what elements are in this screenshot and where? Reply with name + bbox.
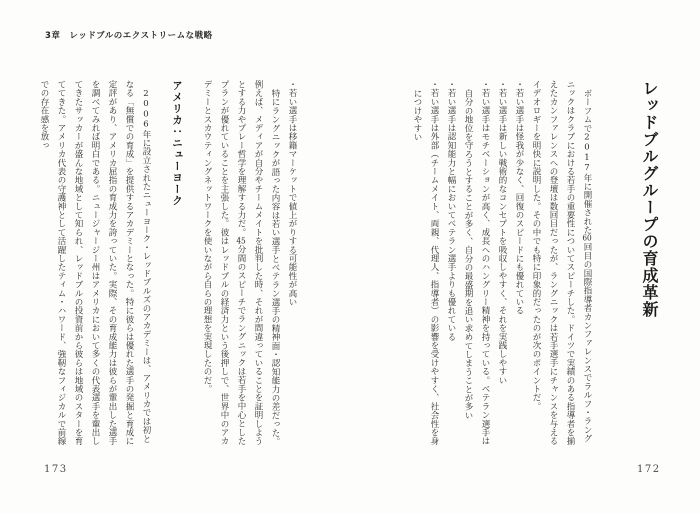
page-number-right: 172 <box>637 464 661 475</box>
bullet-item-cognition <box>442 80 459 447</box>
running-header-title: レッドブルのエクストリームな戦略 <box>69 31 213 41</box>
bullet-text: 若い選手は新しい戦術的なコンセプトを吸収しやすく、それを実践しやすい <box>497 88 507 385</box>
page-number-left: 173 <box>44 464 68 475</box>
number-45: 45 <box>236 236 246 246</box>
number-2006: 2006 <box>141 88 151 130</box>
section-heading-america-newyork: アメリカ：ニューヨーク <box>171 80 183 207</box>
paragraph-segment: 分間のスピーチでラングニックは若手を中心としたプランが優れていることを主張した。彼はレッドブルの経済力という後押しで、世界中のアカデミーとスカウティングネットワークを使いながら自らの理想を実現したのだ。 <box>202 80 246 446</box>
number-2017: 2017 <box>582 132 592 173</box>
chapter-number: 3章 <box>45 31 61 41</box>
running-header <box>45 29 213 41</box>
bullet-marker: ・ <box>287 80 297 89</box>
bullet-marker: ・ <box>446 80 456 89</box>
paragraph-segment: 年に設立されたニューヨーク・レッドブルズのアカデミーは、アメリカでは初となる「無償での育成」を提供するアカデミーとなった。特に彼らは優れた選手の発掘と育成に定評があり、アメリカ屈指の育成力を誇っていた。実際、その育成能力は彼らが輩出した選手を調べてみれば明白である。ニュージャージー州はアメリカにおいて多くの代表選手を輩出してきたサッカーが盛んな地域として知られ、レッドブルの投資前から彼らは地域のスターを育ててきた。アメリカ代表の守護神として活躍したティム・ハワード、強靭なフィジカルで前線での存在感を放っ <box>39 80 151 446</box>
bullet-text: 若い選手はモチベーションが高く、成長へのハングリー精神を持っている。ベテラン選手は自分の地位を守ろうとすることが多く、自分の最盛期を追い求めてしまうことが多い <box>463 88 490 446</box>
bullet-item-social <box>408 80 442 447</box>
right-text-block <box>390 80 595 447</box>
bullet-list-continued <box>283 80 300 447</box>
paragraph-segment: 特にラングニックが語った内容は若い選手とベテラン選手の精神面・認知能力の差だった。例えば、メディアが自分やチームメイトを批判した時、それが間違っていることを証明しようとする力やプレー哲学を理解する力だ。 <box>236 80 280 446</box>
paragraph-ny-academy <box>35 80 154 447</box>
bullet-item-motivation <box>459 80 493 447</box>
chapter-heading: レッドブルグループの育成革新 <box>640 80 659 318</box>
paragraph-mental-cognitive <box>198 80 283 447</box>
left-text-block <box>38 80 300 447</box>
bullet-list <box>408 80 527 447</box>
bullet-marker: ・ <box>480 80 490 89</box>
bullet-marker: ・ <box>497 80 507 89</box>
bullet-item-transfer-value <box>283 80 300 447</box>
paragraph-segment: ボーフムで <box>582 88 592 132</box>
bullet-item-injury <box>510 80 527 447</box>
bullet-text: 若い選手は移籍マーケットで値上がりする可能性が高い <box>287 88 297 307</box>
bullet-text: 若い選手は怪我が少なく、回復のスピードにも優れている <box>514 88 524 315</box>
paragraph-intro-conference <box>527 80 595 447</box>
paragraph-segment: 回目の国際指導者カンファレンスでラルフ・ラングニックはクラブにおける若手の重要性についてスピーチした。ドイツで実績のある指導者を揃えたカンファレンスへの登壇は数回目だったが、ラングニックは若手選手にチャンスを与えるイデオロギーを明快に説明した。その中でも特に印象的だったのが次のポイントだ。 <box>531 80 592 446</box>
number-60: 60 <box>582 233 592 243</box>
bullet-text: 若い選手は外部（チームメイト、両親、代理人、指導者）の影響を受けやすく、社会性を身につけやすい <box>412 88 439 446</box>
bullet-item-tactics <box>493 80 510 447</box>
bullet-text: 若い選手は認知能力と幅においてベテラン選手よりも優れている <box>446 88 456 342</box>
bullet-marker: ・ <box>514 80 524 89</box>
paragraph-segment: 年に開催された <box>582 172 592 234</box>
bullet-marker: ・ <box>429 80 439 89</box>
